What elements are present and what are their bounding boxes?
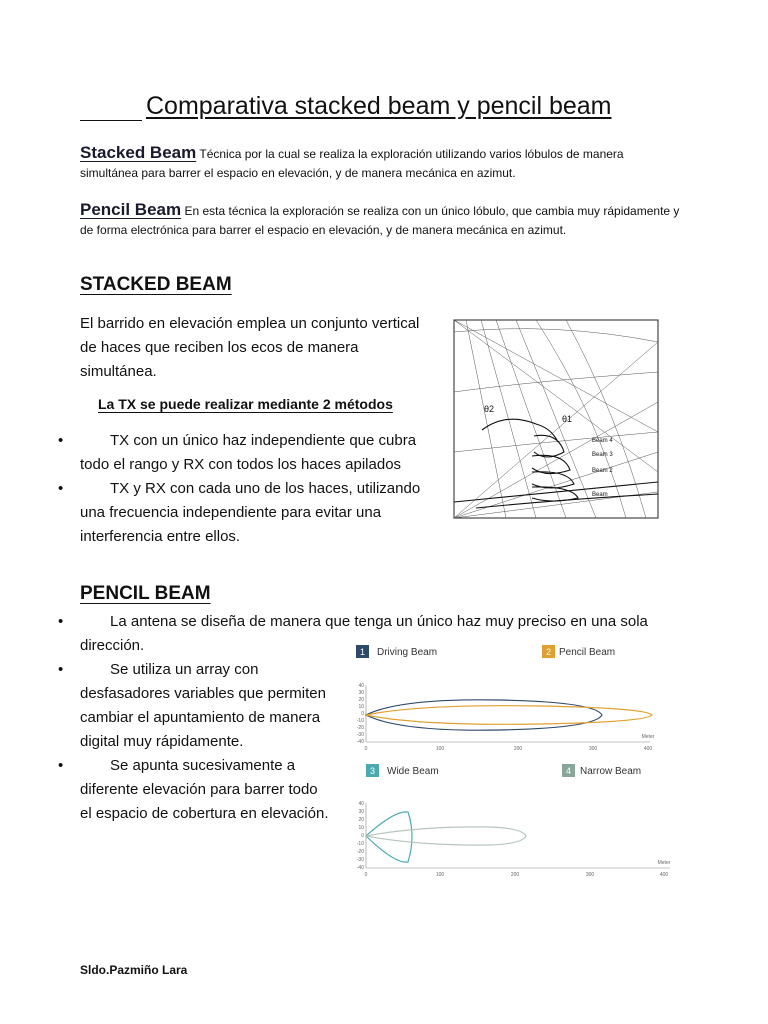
svg-text:-10: -10: [356, 718, 364, 724]
stacked-intro: El barrido en elevación emplea un conjunto vertical de haces que reciben los ecos de manera simultánea.: [80, 315, 420, 380]
pencil-beam-diagram: [340, 640, 670, 880]
svg-text:0: 0: [364, 746, 368, 752]
svg-text:-40: -40: [356, 739, 364, 745]
theta1-label: θ1: [562, 414, 573, 424]
list-item: • Se utiliza un array con desfasadores variables que permiten cambiar el apuntamiento de manera digital muy rápidamente.: [58, 658, 330, 754]
legend-narrow-beam: Narrow Beam: [580, 766, 642, 777]
svg-text:300: 300: [585, 872, 595, 878]
svg-text:0: 0: [361, 711, 364, 717]
svg-text:0: 0: [364, 872, 368, 878]
beam2-label: Beam 2: [592, 468, 613, 474]
svg-text:40: 40: [358, 801, 364, 807]
svg-text:4: 4: [565, 766, 572, 776]
beam3-label: Beam 3: [592, 452, 613, 458]
footer-author: Sldo.Pazmiño Lara: [80, 963, 188, 977]
driving-beam-shape: [366, 700, 602, 730]
svg-text:1: 1: [359, 647, 366, 657]
list-item: • La antena se diseña de manera que tenga un único haz muy preciso en una sola dirección.: [58, 610, 658, 658]
svg-text:10: 10: [358, 704, 364, 710]
definition-term: Pencil Beam: [80, 200, 182, 219]
title-underline-lead: [80, 98, 142, 121]
svg-text:0: 0: [361, 833, 364, 839]
svg-text:30: 30: [358, 809, 364, 815]
svg-text:3: 3: [369, 766, 376, 776]
definition-text: Técnica por la cual se realiza la exploración utilizando varios lóbulos de manera simultánea para barrer el espacio en elevación, y de manera mecánica en azimut.: [80, 147, 624, 180]
legend-pencil-beam: Pencil Beam: [559, 647, 616, 658]
bullet-icon: •: [58, 757, 64, 774]
bullet-icon: •: [58, 613, 64, 630]
svg-text:20: 20: [358, 697, 364, 703]
stacked-bullet-list: [58, 429, 448, 549]
svg-text:2: 2: [545, 647, 552, 657]
stacked-beam-diagram: [446, 312, 664, 530]
bottom-plot: [357, 801, 670, 878]
svg-text:-20: -20: [356, 725, 364, 731]
svg-text:100: 100: [435, 872, 445, 878]
definition-term: Stacked Beam: [80, 143, 197, 162]
svg-text:400: 400: [643, 746, 653, 752]
svg-text:-20: -20: [356, 849, 364, 855]
svg-text:40: 40: [358, 683, 364, 689]
definition-text: En esta técnica la exploración se realiza con un único lóbulo, que cambia muy rápidamente y de forma electrónica para barrer el espacio en elevación, y de manera mecánica en azimut.: [80, 204, 680, 237]
svg-text:Meter: Meter: [657, 860, 670, 866]
bullet-icon: •: [58, 432, 64, 449]
bullet-icon: •: [58, 480, 64, 497]
svg-text:-30: -30: [356, 732, 364, 738]
bullet-icon: •: [58, 661, 64, 678]
beam1-label: Beam: [592, 492, 608, 498]
svg-text:100: 100: [435, 746, 445, 752]
list-item: • TX con un único haz independiente que cubra todo el rango y RX con todos los haces apilados: [58, 429, 448, 477]
section-heading-pencil: PENCIL BEAM: [80, 583, 211, 604]
svg-text:10: 10: [358, 825, 364, 831]
page-title: Comparativa stacked beam y pencil beam: [80, 92, 700, 121]
svg-text:30: 30: [358, 690, 364, 696]
svg-text:200: 200: [513, 746, 523, 752]
pencil-bullet-list-2: [58, 658, 330, 826]
list-item: • TX y RX con cada uno de los haces, utilizando una frecuencia independiente para evitar una interferencia entre ellos.: [58, 477, 448, 549]
pencil-beam-shape: [366, 706, 652, 725]
list-item: • Se apunta sucesivamente a diferente elevación para barrer todo el espacio de cobertura en elevación.: [58, 754, 330, 826]
definition-stacked: [80, 143, 680, 183]
svg-text:200: 200: [510, 872, 520, 878]
svg-text:20: 20: [358, 817, 364, 823]
svg-text:-10: -10: [356, 841, 364, 847]
definition-pencil: [80, 200, 680, 240]
legend-driving-beam: Driving Beam: [377, 647, 438, 658]
stacked-subheading: La TX se puede realizar mediante 2 métodos: [98, 396, 393, 412]
svg-text:300: 300: [588, 746, 598, 752]
svg-text:Meter: Meter: [641, 734, 655, 740]
svg-text:400: 400: [659, 872, 669, 878]
beam4-label: Beam 4: [592, 438, 613, 444]
svg-text:-30: -30: [356, 857, 364, 863]
section-heading-stacked: STACKED BEAM: [80, 274, 232, 295]
svg-text:-40: -40: [356, 865, 364, 871]
top-plot: [357, 683, 655, 752]
legend-wide-beam: Wide Beam: [387, 766, 439, 777]
narrow-beam-shape: [366, 827, 526, 845]
theta2-label: θ2: [484, 404, 495, 414]
